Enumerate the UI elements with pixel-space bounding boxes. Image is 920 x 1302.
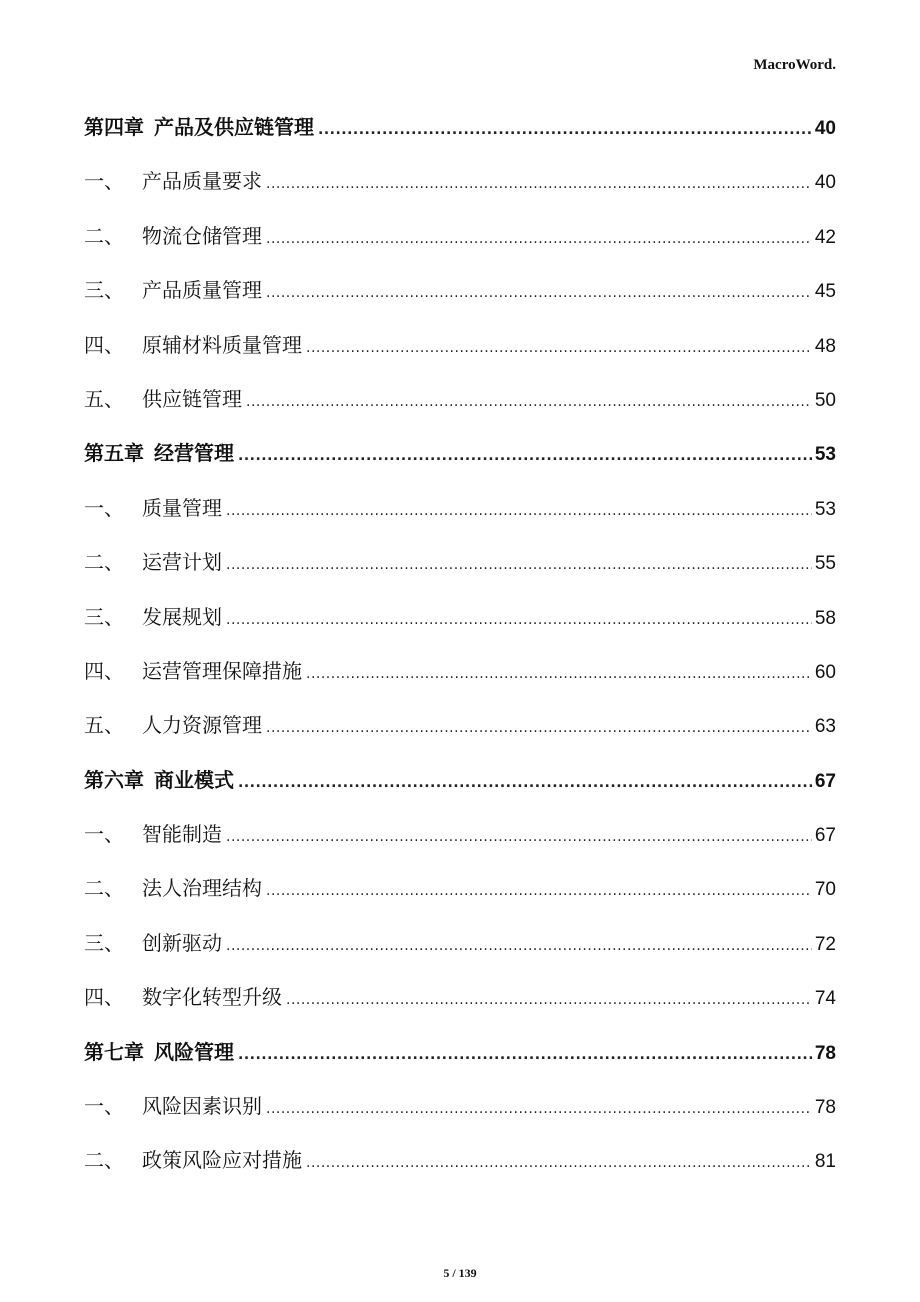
toc-entry-title: 运营管理保障措施 xyxy=(142,658,302,683)
toc-entry-title: 质量管理 xyxy=(142,495,222,520)
toc-entry-title: 人力资源管理 xyxy=(142,713,262,738)
toc-entry-title: 政策风险应对措施 xyxy=(142,1148,302,1173)
toc-dot-leader xyxy=(266,266,812,317)
toc-dot-leader xyxy=(226,919,812,970)
toc-entry-number: 二、 xyxy=(84,223,124,248)
toc-entry-page-number: 67 xyxy=(814,825,836,847)
toc-entry-title: 数字化转型升级 xyxy=(142,985,282,1010)
toc-dot-leader xyxy=(318,103,812,154)
toc-entry-title: 物流仓储管理 xyxy=(142,223,262,248)
toc-entry-page-number: 63 xyxy=(814,716,836,738)
toc-entry-page-number: 53 xyxy=(814,444,836,466)
toc-dot-leader xyxy=(286,973,812,1024)
toc-entry-page-number: 48 xyxy=(814,335,836,357)
toc-entry-number: 一、 xyxy=(84,822,124,847)
toc-entry-number: 第四章 xyxy=(84,115,144,139)
toc-dot-leader xyxy=(266,864,812,915)
toc-entry-page-number: 74 xyxy=(814,988,836,1010)
toc-entry-page-number: 50 xyxy=(814,389,836,411)
toc-entry-page-number: 70 xyxy=(814,879,836,901)
toc-entry-page-number: 40 xyxy=(814,172,836,194)
toc-entry-number: 五、 xyxy=(84,386,124,411)
toc-section-entry[interactable] xyxy=(84,263,836,317)
toc-entry-page-number: 45 xyxy=(814,281,836,303)
toc-entry-title: 风险因素识别 xyxy=(142,1094,262,1119)
toc-entry-page-number: 78 xyxy=(814,1042,836,1064)
toc-entry-number: 四、 xyxy=(84,332,124,357)
toc-dot-leader xyxy=(238,429,812,480)
toc-chapter-entry[interactable] xyxy=(84,1025,836,1079)
toc-entry-page-number: 78 xyxy=(814,1097,836,1119)
toc-entry-page-number: 55 xyxy=(814,553,836,575)
toc-entry-page-number: 40 xyxy=(814,118,836,139)
toc-section-entry[interactable] xyxy=(84,590,836,644)
toc-entry-page-number: 67 xyxy=(814,770,836,792)
toc-entry-page-number: 60 xyxy=(814,661,836,683)
toc-section-entry[interactable] xyxy=(84,154,836,208)
toc-chapter-entry[interactable] xyxy=(84,100,836,154)
toc-entry-number: 一、 xyxy=(84,1094,124,1119)
toc-dot-leader xyxy=(238,1028,812,1079)
toc-dot-leader xyxy=(266,157,812,208)
toc-entry-title: 供应链管理 xyxy=(142,386,242,411)
toc-section-entry[interactable] xyxy=(84,916,836,970)
toc-entry-title: 产品质量要求 xyxy=(142,169,262,194)
toc-entry-page-number: 72 xyxy=(814,933,836,955)
toc-entry-title: 商业模式 xyxy=(154,767,234,792)
toc-entry-number: 第五章 xyxy=(84,441,144,466)
toc-chapter-entry[interactable] xyxy=(84,426,836,480)
toc-section-entry[interactable] xyxy=(84,1079,836,1133)
toc-entry-page-number: 53 xyxy=(814,498,836,520)
toc-entry-title: 运营计划 xyxy=(142,550,222,575)
toc-entry-number: 第七章 xyxy=(84,1039,144,1064)
toc-entry-page-number: 81 xyxy=(814,1151,836,1173)
toc-entry-number: 二、 xyxy=(84,550,124,575)
toc-entry-title: 法人治理结构 xyxy=(142,876,262,901)
toc-entry-title: 产品及供应链管理 xyxy=(154,115,314,139)
toc-section-entry[interactable] xyxy=(84,481,836,535)
toc-dot-leader xyxy=(238,756,812,807)
toc-entry-page-number: 42 xyxy=(814,226,836,248)
toc-entry-title: 经营管理 xyxy=(154,441,234,466)
toc-section-entry[interactable] xyxy=(84,209,836,263)
toc-dot-leader xyxy=(306,1136,812,1187)
toc-entry-number: 五、 xyxy=(84,713,124,738)
toc-dot-leader xyxy=(266,701,812,752)
toc-chapter-entry[interactable] xyxy=(84,753,836,807)
toc-entry-number: 三、 xyxy=(84,930,124,955)
toc-entry-title: 智能制造 xyxy=(142,822,222,847)
toc-section-entry[interactable] xyxy=(84,807,836,861)
toc-dot-leader xyxy=(226,484,812,535)
toc-entry-title: 发展规划 xyxy=(142,604,222,629)
toc-dot-leader xyxy=(306,321,812,372)
toc-section-entry[interactable] xyxy=(84,970,836,1024)
toc-dot-leader xyxy=(246,375,812,426)
toc-entry-number: 第六章 xyxy=(84,767,144,792)
toc-section-entry[interactable] xyxy=(84,318,836,372)
toc-dot-leader xyxy=(226,593,812,644)
toc-entry-page-number: 58 xyxy=(814,607,836,629)
toc-section-entry[interactable] xyxy=(84,1133,836,1187)
toc-dot-leader xyxy=(226,810,812,861)
toc-entry-number: 三、 xyxy=(84,604,124,629)
toc-entry-title: 产品质量管理 xyxy=(142,278,262,303)
toc-dot-leader xyxy=(306,647,812,698)
toc-entry-number: 三、 xyxy=(84,278,124,303)
toc-entry-number: 二、 xyxy=(84,1148,124,1173)
toc-entry-title: 风险管理 xyxy=(154,1039,234,1064)
toc-entry-title: 原辅材料质量管理 xyxy=(142,332,302,357)
toc-entry-title: 创新驱动 xyxy=(142,930,222,955)
toc-dot-leader xyxy=(226,538,812,589)
page-indicator: 5 / 139 xyxy=(443,1266,477,1280)
toc-section-entry[interactable] xyxy=(84,535,836,589)
toc-entry-number: 四、 xyxy=(84,658,124,683)
toc-dot-leader xyxy=(266,1082,812,1133)
toc-dot-leader xyxy=(266,212,812,263)
toc-section-entry[interactable] xyxy=(84,372,836,426)
toc-entry-number: 四、 xyxy=(84,985,124,1010)
header-brand: MacroWord. xyxy=(753,57,836,73)
toc-entry-number: 一、 xyxy=(84,495,124,520)
table-of-contents xyxy=(84,100,836,1188)
toc-entry-number: 一、 xyxy=(84,169,124,194)
toc-section-entry[interactable] xyxy=(84,644,836,698)
toc-section-entry[interactable] xyxy=(84,861,836,915)
toc-section-entry[interactable] xyxy=(84,698,836,752)
toc-entry-number: 二、 xyxy=(84,876,124,901)
